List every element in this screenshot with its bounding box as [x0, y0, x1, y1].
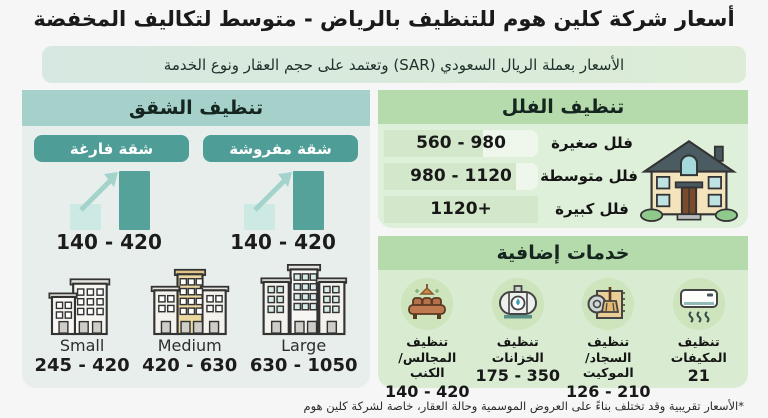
service-circle: [401, 278, 453, 330]
building-sizes-row: [22, 264, 370, 376]
carpet-broom-icon: [587, 283, 629, 325]
water-tank-icon: [497, 283, 539, 325]
furnished-apartment-label: شقة مفروشة: [229, 139, 332, 158]
small-building-range: 245 - 420: [34, 355, 130, 376]
small-villa-price-pill: [384, 130, 538, 157]
empty-apartment-range: 140 - 420: [56, 230, 162, 254]
small-building-label: Small: [59, 336, 105, 355]
tank-cleaning-label: تنظيف الخزانات: [491, 334, 544, 365]
services-header-text: خدمات إضافية: [496, 242, 630, 264]
villas-panel: [378, 90, 748, 228]
villa-row-large: [384, 196, 638, 223]
page-title: أسعار شركة كلين هوم للتنظيف بالرياض - متوسط لتكاليف المخفضة: [33, 7, 735, 31]
small-villa-label: فلل صغيرة: [551, 134, 633, 152]
medium-building-col: [142, 268, 237, 376]
sofa-cleaning-label: تنظيف المجالس/ الكنب: [398, 334, 457, 381]
empty-apartment-cell: [22, 168, 196, 254]
large-building-icon: [260, 264, 348, 334]
large-villa-price-pill: [384, 196, 538, 223]
ac-unit-icon: [678, 283, 720, 325]
ac-cleaning-label: تنظيف المكيفات: [670, 334, 727, 365]
villas-panel-header: [378, 90, 748, 124]
carpet-cleaning-range: 126 - 210: [565, 381, 651, 401]
villas-header-text: تنظيف الفلل: [501, 96, 625, 118]
large-building-label: Large: [281, 336, 327, 355]
medium-villa-price-pill: [384, 163, 538, 190]
empty-apartment-pill: [34, 135, 189, 162]
service-item-carpet: [563, 278, 654, 401]
rising-bar-chart-icon: [236, 168, 331, 230]
medium-building-label: Medium: [157, 336, 222, 355]
villa-row-medium: [384, 163, 638, 190]
services-body: [378, 270, 748, 401]
service-item-tank: [473, 278, 564, 401]
tank-cleaning-range: 175 - 350: [475, 366, 561, 386]
furnished-apartment-pill: [203, 135, 358, 162]
villas-body: [378, 124, 748, 228]
small-building-col: [35, 274, 130, 376]
sofa-icon: [406, 283, 448, 325]
large-building-range: 630 - 1050: [249, 355, 358, 376]
apartments-header-text: تنظيف الشقق: [128, 97, 264, 119]
furnished-apartment-range: 140 - 420: [230, 230, 336, 254]
subtitle-text: الأسعار بعملة الريال السعودي (SAR) وتعتمد على حجم العقار ونوع الخدمة: [163, 55, 625, 74]
medium-building-range: 420 - 630: [142, 355, 238, 376]
services-panel: [378, 236, 748, 401]
medium-villa-label: فلل متوسطة: [540, 167, 638, 185]
subtitle-band: [42, 46, 746, 83]
service-circle: [582, 278, 634, 330]
large-villa-range: 1120+: [430, 199, 492, 219]
villa-house-icon: [640, 129, 738, 223]
apartments-panel-header: [22, 90, 370, 126]
medium-building-icon: [150, 268, 230, 334]
small-villa-range: 560 - 980: [416, 133, 506, 153]
carpet-cleaning-label: تنظيف السجاد/ الموكيت: [582, 334, 634, 381]
service-circle: [673, 278, 725, 330]
ac-cleaning-range: 21: [687, 366, 710, 386]
apartment-price-bars-row: [22, 168, 370, 254]
villa-icon-box: [638, 129, 740, 223]
service-item-ac: [654, 278, 745, 401]
services-panel-header: [378, 236, 748, 270]
medium-villa-range: 980 - 1120: [410, 166, 512, 186]
apartment-type-pills: [34, 135, 358, 162]
rising-bar-chart-icon: [62, 168, 157, 230]
empty-apartment-label: شقة فارغة: [69, 139, 154, 158]
small-building-icon: [46, 274, 118, 334]
large-building-col: [250, 264, 358, 376]
footnote: *الأسعار تقريبية وقد تختلف بناءً على العروض الموسمية وحالة العقار، خاصة لشركة كلين هوم: [303, 399, 744, 413]
villa-row-small: [384, 130, 638, 157]
large-villa-label: فلل كبيرة: [555, 200, 629, 218]
apartments-panel: [22, 90, 370, 388]
furnished-apartment-cell: [196, 168, 370, 254]
villa-price-rows: [384, 130, 638, 223]
service-item-sofa: [382, 278, 473, 401]
service-circle: [492, 278, 544, 330]
sofa-cleaning-range: 140 - 420: [384, 381, 470, 401]
